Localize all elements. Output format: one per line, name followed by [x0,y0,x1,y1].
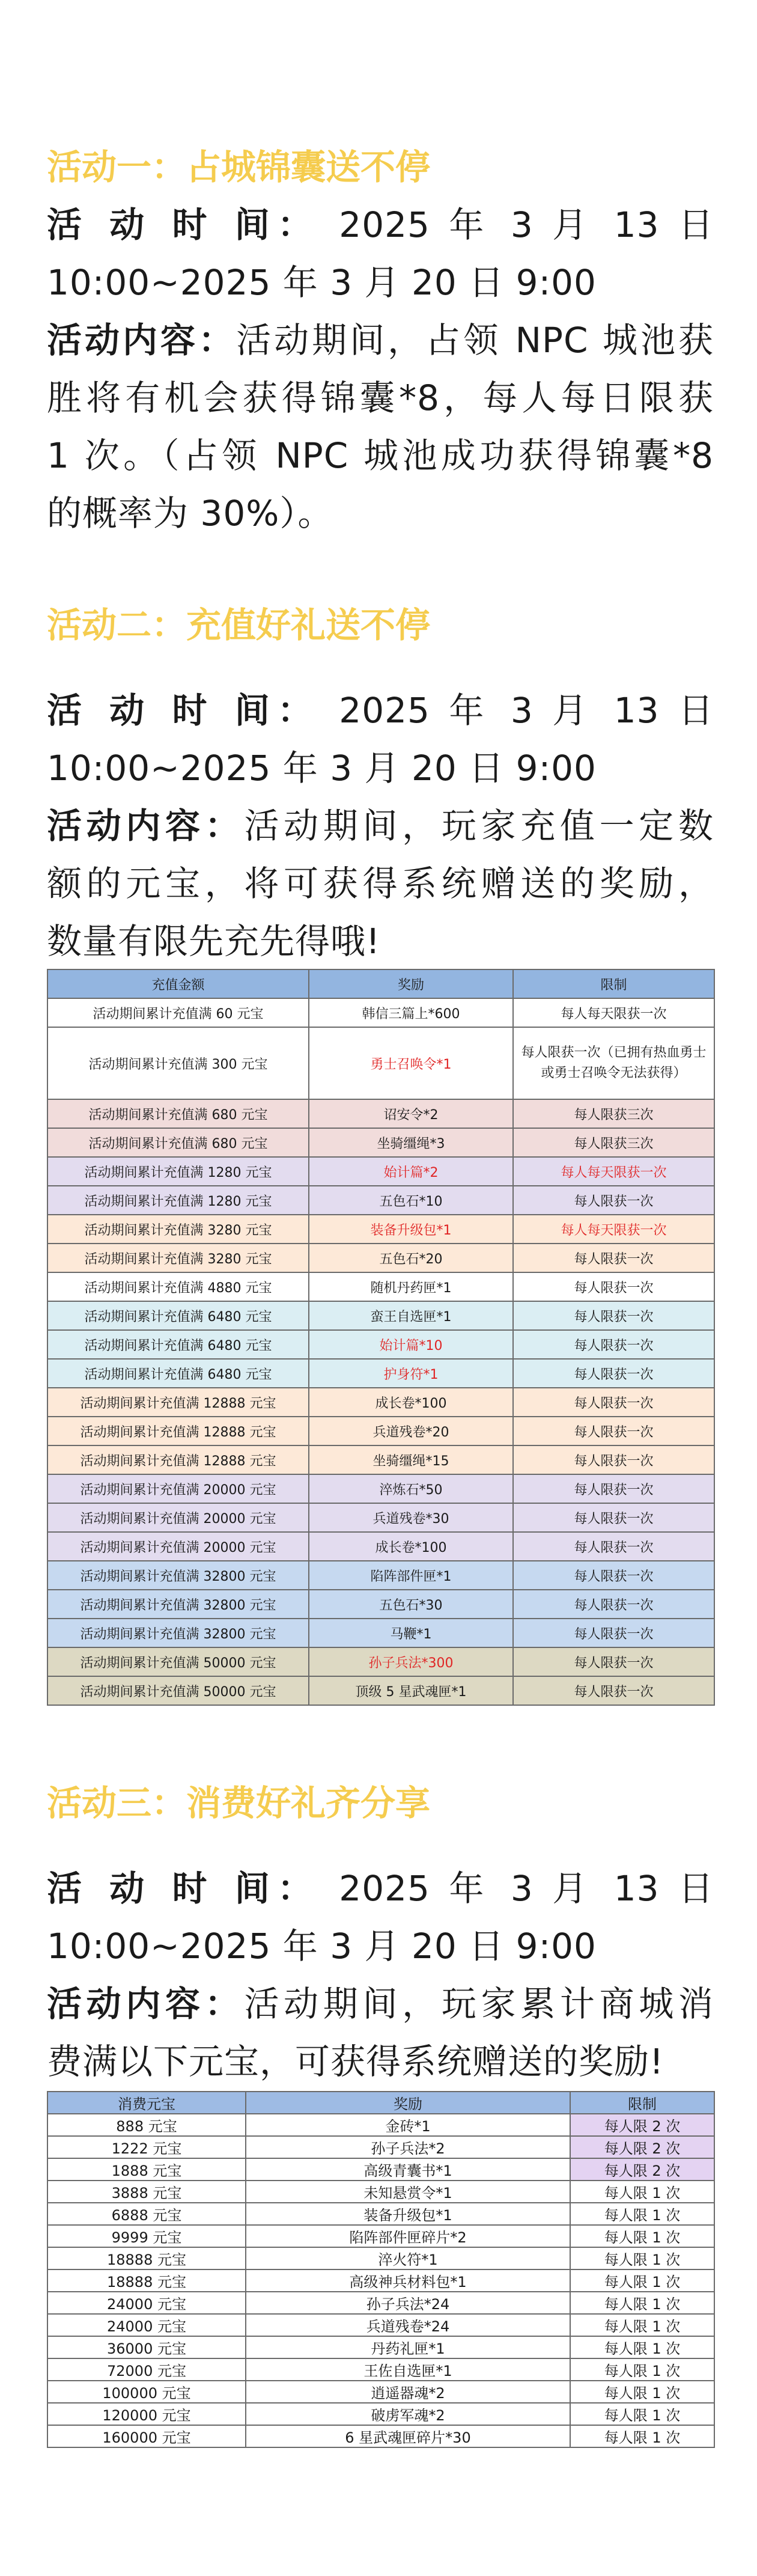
limit-cell: 每人限 1 次 [570,2403,714,2425]
table-row [47,2336,714,2358]
table-row [47,2403,714,2425]
reward-cell: 始计篇*2 [309,1157,513,1186]
consume-amount-cell: 24000 元宝 [47,2292,246,2314]
consume-amount-cell: 24000 元宝 [47,2314,246,2336]
activity1-title: 活动一：占城锦囊送不停 [47,147,431,188]
reward-cell: 陷阵部件匣*1 [309,1561,513,1590]
reward-cell: 兵道残卷*20 [309,1417,513,1445]
limit-cell: 每人限获一次 [513,1647,714,1676]
reward-cell: 成长卷*100 [309,1532,513,1561]
consume-amount-cell: 120000 元宝 [47,2403,246,2425]
activity1-time-line1 [47,196,714,254]
table-row [47,2314,714,2336]
table-row [47,1388,714,1417]
consume-amount-cell: 9999 元宝 [47,2225,246,2247]
reward-cell: 孙子兵法*24 [246,2292,570,2314]
limit-cell: 每人限获一次 [513,1272,714,1301]
limit-cell: 每人限获一次 [513,1619,714,1647]
header-limit: 限制 [513,969,714,998]
limit-cell: 每人限获一次（已拥有热血勇士或勇士召唤令无法获得） [513,1027,714,1099]
activity2-body [47,682,714,970]
activity2-section [47,601,714,649]
limit-cell: 每人限 1 次 [570,2336,714,2358]
reward-cell: 孙子兵法*2 [246,2136,570,2158]
recharge-amount-cell: 活动期间累计充值满 6480 元宝 [47,1359,309,1388]
limit-cell: 每人限 1 次 [570,2269,714,2292]
activity3-title: 活动三：消费好礼齐分享 [47,1783,431,1824]
limit-cell: 每人限获一次 [513,1503,714,1532]
consume-amount-cell: 160000 元宝 [47,2425,246,2447]
table-row [47,2225,714,2247]
recharge-amount-cell: 活动期间累计充值满 1280 元宝 [47,1157,309,1186]
table-row [47,998,714,1027]
activity2-content-line2: 额的元宝，将可获得系统赠送的奖励， [47,863,714,904]
table-row [47,1676,714,1705]
limit-cell: 每人限 1 次 [570,2225,714,2247]
table-row [47,2425,714,2447]
content-text: 活动期间，玩家充值一定数 [244,805,714,846]
activity1-content-line3: 1 次。（占领 NPC 城池成功获得锦囊*8 [47,435,714,476]
table-row [47,1474,714,1503]
recharge-amount-cell: 活动期间累计充值满 32800 元宝 [47,1561,309,1590]
limit-cell: 每人限 1 次 [570,2292,714,2314]
activity1-content-line1 [47,311,714,369]
activity3-content-line2: 费满以下元宝，可获得系统赠送的奖励! [47,2041,664,2082]
activity2-time-line1 [47,682,714,739]
reward-cell: 王佐自选匣*1 [246,2358,570,2381]
reward-cell: 淬炼石*50 [309,1474,513,1503]
limit-cell: 每人限获一次 [513,1330,714,1359]
table-row [47,1099,714,1128]
activity1-section [47,143,714,191]
table-row [47,1590,714,1619]
recharge-amount-cell: 活动期间累计充值满 60 元宝 [47,998,309,1027]
limit-cell: 每人限 2 次 [570,2136,714,2158]
recharge-amount-cell: 活动期间累计充值满 4880 元宝 [47,1272,309,1301]
reward-cell: 韩信三篇上*600 [309,998,513,1027]
table-row [47,1417,714,1445]
header-amount: 充值金额 [47,969,309,998]
activity2-title: 活动二：充值好礼送不停 [47,605,431,646]
reward-cell: 蛮王自选匣*1 [309,1301,513,1330]
recharge-amount-cell: 活动期间累计充值满 20000 元宝 [47,1474,309,1503]
reward-cell: 随机丹药匣*1 [309,1272,513,1301]
limit-cell: 每人限 1 次 [570,2181,714,2203]
activity2-content-line3: 数量有限先充先得哦! [47,921,381,962]
recharge-amount-cell: 活动期间累计充值满 20000 元宝 [47,1532,309,1561]
content-label: 活动内容： [47,805,245,846]
header-reward: 奖励 [309,969,513,998]
limit-cell: 每人限 1 次 [570,2381,714,2403]
table-row [47,2136,714,2158]
limit-cell: 每人限获一次 [513,1186,714,1215]
time-label: 活 动 时 间： [47,1868,320,1909]
limit-cell: 每人限 2 次 [570,2158,714,2181]
table-row [47,1330,714,1359]
consume-amount-cell: 36000 元宝 [47,2336,246,2358]
activity3-section [47,1779,714,1827]
content-label: 活动内容： [47,1983,245,2024]
table-row [47,1445,714,1474]
limit-cell: 每人限获一次 [513,1532,714,1561]
activity1-body [47,196,714,542]
recharge-amount-cell: 活动期间累计充值满 680 元宝 [47,1099,309,1128]
reward-cell: 高级青囊书*1 [246,2158,570,2181]
consume-amount-cell: 3888 元宝 [47,2181,246,2203]
time-value: 2025 年 3 月 13 日 [339,1868,714,1909]
reward-cell: 金砖*1 [246,2114,570,2136]
limit-cell: 每人限 1 次 [570,2425,714,2447]
reward-cell: 6 星武魂匣碎片*30 [246,2425,570,2447]
recharge-amount-cell: 活动期间累计充值满 32800 元宝 [47,1619,309,1647]
recharge-amount-cell: 活动期间累计充值满 300 元宝 [47,1027,309,1099]
limit-cell: 每人限 1 次 [570,2203,714,2225]
recharge-amount-cell: 活动期间累计充值满 6480 元宝 [47,1301,309,1330]
table-row [47,1619,714,1647]
table-header-row [47,2092,714,2114]
reward-cell: 五色石*20 [309,1244,513,1272]
activity3-content-line1 [47,1975,714,2033]
reward-cell: 淬火符*1 [246,2247,570,2269]
content-text: 活动期间，占领 NPC 城池获 [236,320,714,361]
consume-amount-cell: 1222 元宝 [47,2136,246,2158]
reward-cell: 始计篇*10 [309,1330,513,1359]
consume-amount-cell: 1888 元宝 [47,2158,246,2181]
limit-cell: 每人限获一次 [513,1561,714,1590]
reward-cell: 五色石*30 [309,1590,513,1619]
limit-cell: 每人每天限获一次 [513,998,714,1027]
activity3-time-line2: 10:00~2025 年 3 月 20 日 9:00 [47,1926,597,1967]
activity3-body [47,1860,714,2090]
table-row [47,1647,714,1676]
time-label: 活 动 时 间： [47,690,320,731]
reward-cell: 孙子兵法*300 [309,1647,513,1676]
consume-amount-cell: 18888 元宝 [47,2269,246,2292]
recharge-amount-cell: 活动期间累计充值满 50000 元宝 [47,1647,309,1676]
table-row [47,2269,714,2292]
content-text: 活动期间，玩家累计商城消 [244,1983,714,2024]
recharge-amount-cell: 活动期间累计充值满 1280 元宝 [47,1186,309,1215]
reward-cell: 兵道残卷*24 [246,2314,570,2336]
table-row [47,1359,714,1388]
table-row [47,2181,714,2203]
recharge-amount-cell: 活动期间累计充值满 6480 元宝 [47,1330,309,1359]
reward-cell: 马鞭*1 [309,1619,513,1647]
limit-cell: 每人每天限获一次 [513,1157,714,1186]
table-row [47,2114,714,2136]
table-row [47,1503,714,1532]
limit-cell: 每人每天限获一次 [513,1215,714,1244]
table-row [47,2158,714,2181]
activity3-time-line1 [47,1860,714,1917]
table-row [47,1272,714,1301]
reward-cell: 坐骑缰绳*15 [309,1445,513,1474]
table-header-row [47,969,714,998]
table-row [47,1532,714,1561]
consume-amount-cell: 6888 元宝 [47,2203,246,2225]
limit-cell: 每人限获一次 [513,1244,714,1272]
limit-cell: 每人限获一次 [513,1474,714,1503]
time-value: 2025 年 3 月 13 日 [339,204,714,245]
consume-amount-cell: 100000 元宝 [47,2381,246,2403]
limit-cell: 每人限获三次 [513,1099,714,1128]
activity1-time-line2: 10:00~2025 年 3 月 20 日 9:00 [47,262,597,303]
table-row [47,1244,714,1272]
consumption-reward-table [47,2091,715,2448]
reward-cell: 丹药礼匣*1 [246,2336,570,2358]
reward-cell: 护身符*1 [309,1359,513,1388]
limit-cell: 每人限获一次 [513,1388,714,1417]
consume-amount-cell: 72000 元宝 [47,2358,246,2381]
limit-cell: 每人限获一次 [513,1417,714,1445]
header-limit: 限制 [570,2092,714,2114]
reward-cell: 高级神兵材料包*1 [246,2269,570,2292]
reward-cell: 装备升级包*1 [246,2203,570,2225]
recharge-amount-cell: 活动期间累计充值满 20000 元宝 [47,1503,309,1532]
table-row [47,2292,714,2314]
table-row [47,2247,714,2269]
recharge-amount-cell: 活动期间累计充值满 12888 元宝 [47,1445,309,1474]
recharge-amount-cell: 活动期间累计充值满 3280 元宝 [47,1244,309,1272]
reward-cell: 装备升级包*1 [309,1215,513,1244]
reward-cell: 未知悬赏令*1 [246,2181,570,2203]
reward-cell: 破虏军魂*2 [246,2403,570,2425]
time-label: 活 动 时 间： [47,204,320,245]
limit-cell: 每人限获一次 [513,1301,714,1330]
header-amount: 消费元宝 [47,2092,246,2114]
activity1-content-line4: 的概率为 30%）。 [47,493,333,534]
table-row [47,2381,714,2403]
recharge-amount-cell: 活动期间累计充值满 680 元宝 [47,1128,309,1157]
limit-cell: 每人限获一次 [513,1445,714,1474]
activity2-time-line2: 10:00~2025 年 3 月 20 日 9:00 [47,748,597,789]
reward-cell: 逍遥器魂*2 [246,2381,570,2403]
limit-cell: 每人限 1 次 [570,2358,714,2381]
recharge-reward-table [47,969,715,1706]
activity1-content-line2: 胜将有机会获得锦囊*8，每人每日限获 [47,377,714,418]
reward-cell: 坐骑缰绳*3 [309,1128,513,1157]
reward-cell: 成长卷*100 [309,1388,513,1417]
reward-cell: 兵道残卷*30 [309,1503,513,1532]
consume-amount-cell: 888 元宝 [47,2114,246,2136]
recharge-amount-cell: 活动期间累计充值满 12888 元宝 [47,1388,309,1417]
table-row [47,1027,714,1099]
table-row [47,1186,714,1215]
recharge-amount-cell: 活动期间累计充值满 12888 元宝 [47,1417,309,1445]
reward-cell: 五色石*10 [309,1186,513,1215]
table-row [47,1128,714,1157]
recharge-amount-cell: 活动期间累计充值满 32800 元宝 [47,1590,309,1619]
reward-cell: 诏安令*2 [309,1099,513,1128]
limit-cell: 每人限 1 次 [570,2247,714,2269]
time-value: 2025 年 3 月 13 日 [339,690,714,731]
recharge-amount-cell: 活动期间累计充值满 50000 元宝 [47,1676,309,1705]
table-row [47,1301,714,1330]
reward-cell: 勇士召唤令*1 [309,1027,513,1099]
limit-cell: 每人限 2 次 [570,2114,714,2136]
reward-cell: 陷阵部件匣碎片*2 [246,2225,570,2247]
recharge-amount-cell: 活动期间累计充值满 3280 元宝 [47,1215,309,1244]
limit-cell: 每人限获一次 [513,1359,714,1388]
reward-cell: 顶级 5 星武魂匣*1 [309,1676,513,1705]
content-label: 活动内容： [47,320,237,361]
table-row [47,2358,714,2381]
limit-cell: 每人限 1 次 [570,2314,714,2336]
limit-cell: 每人限获一次 [513,1590,714,1619]
table-row [47,1561,714,1590]
consume-amount-cell: 18888 元宝 [47,2247,246,2269]
table-row [47,2203,714,2225]
limit-cell: 每人限获一次 [513,1676,714,1705]
limit-cell: 每人限获三次 [513,1128,714,1157]
table-row [47,1157,714,1186]
table-row [47,1215,714,1244]
activity2-content-line1 [47,797,714,855]
header-reward: 奖励 [246,2092,570,2114]
